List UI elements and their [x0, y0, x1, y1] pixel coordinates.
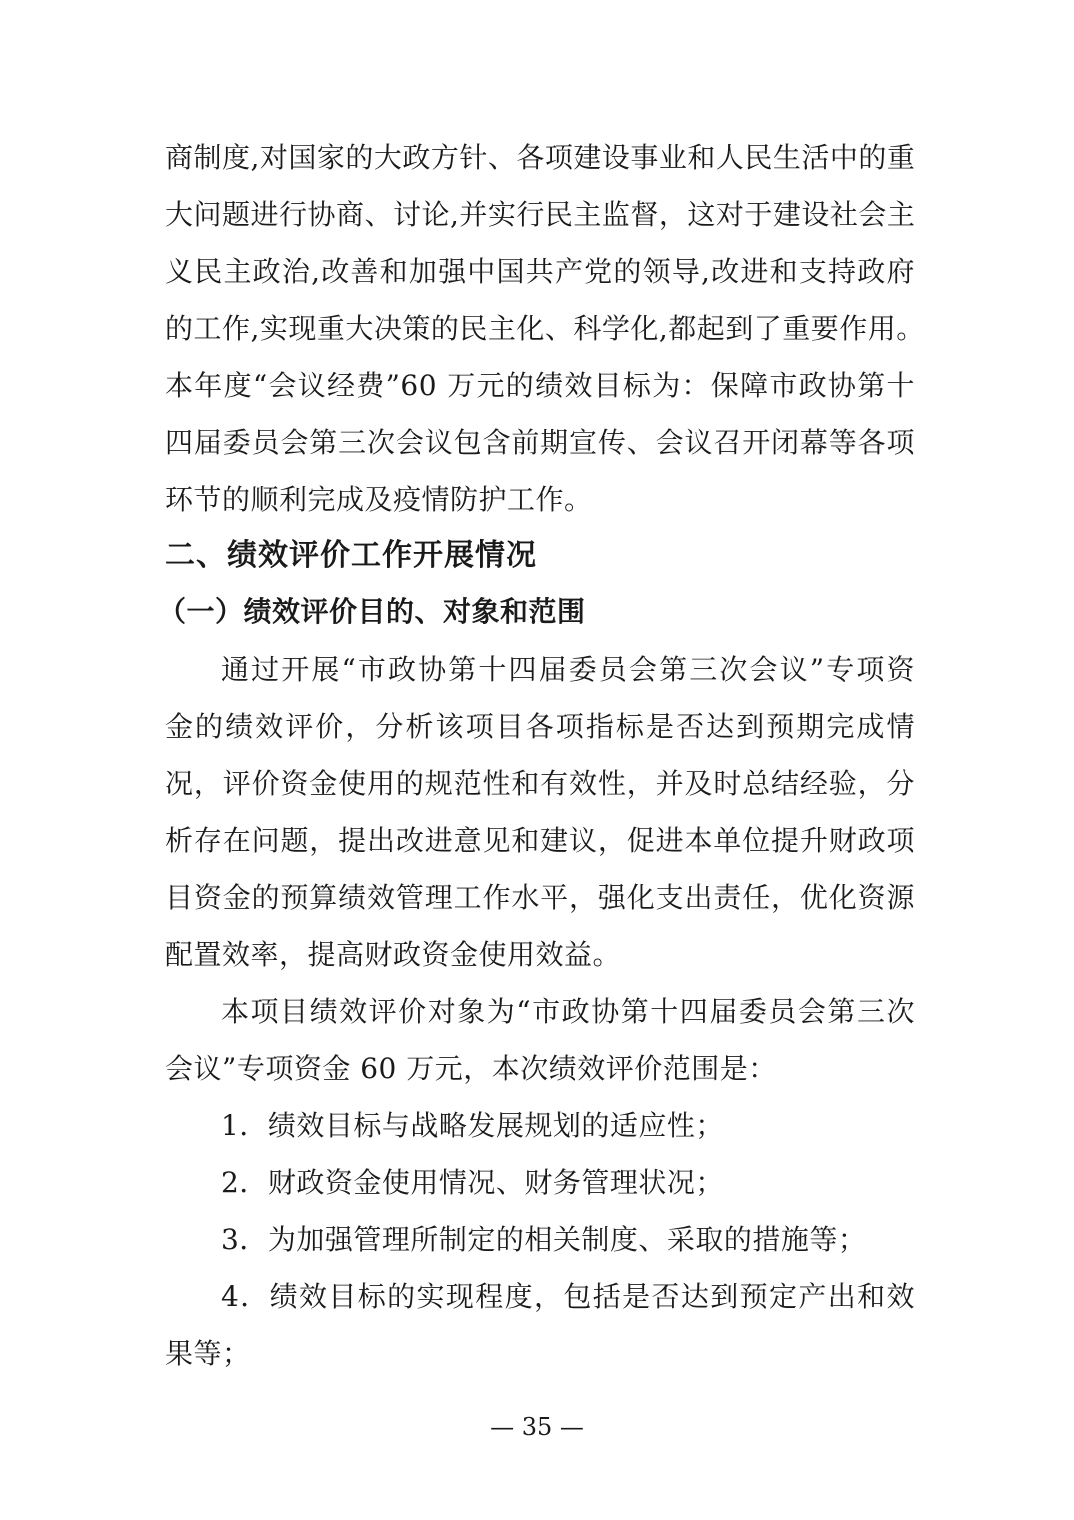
intro-line-7: 环节的顺利完成及疫情防护工作。: [165, 483, 593, 516]
scope-item-4: 4．绩效目标的实现程度，包括是否达到预定产出和效: [221, 1280, 915, 1313]
purpose-line-5: 目资金的预算绩效管理工作水平，强化支出责任，优化资源: [165, 881, 915, 914]
purpose-line-4: 析存在问题，提出改进意见和建议，促进本单位提升财政项: [165, 824, 915, 857]
purpose-line-1: 通过开展“市政协第十四届委员会第三次会议”专项资: [221, 653, 915, 686]
intro-line-4: 的工作,实现重大决策的民主化、科学化,都起到了重要作用。: [165, 312, 925, 345]
intro-line-5: 本年度“会议经费”60 万元的绩效目标为：保障市政协第十: [165, 369, 915, 402]
scope-line-1: 本项目绩效评价对象为“市政协第十四届委员会第三次: [221, 995, 915, 1028]
scope-item-3: 3．为加强管理所制定的相关制度、采取的措施等；: [221, 1223, 867, 1256]
purpose-line-3: 况，评价资金使用的规范性和有效性，并及时总结经验，分: [165, 767, 915, 800]
page-number: — 35 —: [490, 1413, 584, 1441]
section-heading: 二、绩效评价工作开展情况: [165, 538, 537, 573]
scope-item-1: 1．绩效目标与战略发展规划的适应性；: [221, 1109, 724, 1142]
intro-line-3: 义民主政治,改善和加强中国共产党的领导,改进和支持政府: [165, 255, 915, 288]
intro-line-2: 大问题进行协商、讨论,并实行民主监督，这对于建设社会主: [165, 198, 916, 231]
scope-item-4-continued: 果等；: [165, 1337, 251, 1370]
purpose-line-6: 配置效率，提高财政资金使用效益。: [165, 938, 622, 971]
intro-line-1: 商制度,对国家的大政方针、各项建设事业和人民生活中的重: [165, 141, 916, 174]
intro-line-6: 四届委员会第三次会议包含前期宣传、会议召开闭幕等各项: [165, 426, 915, 459]
subsection-heading: （一）绩效评价目的、对象和范围: [158, 595, 586, 628]
scope-item-2: 2．财政资金使用情况、财务管理状况；: [221, 1166, 724, 1199]
purpose-line-2: 金的绩效评价，分析该项目各项指标是否达到预期完成情: [165, 710, 915, 743]
scope-line-2: 会议”专项资金 60 万元，本次绩效评价范围是：: [165, 1052, 777, 1085]
